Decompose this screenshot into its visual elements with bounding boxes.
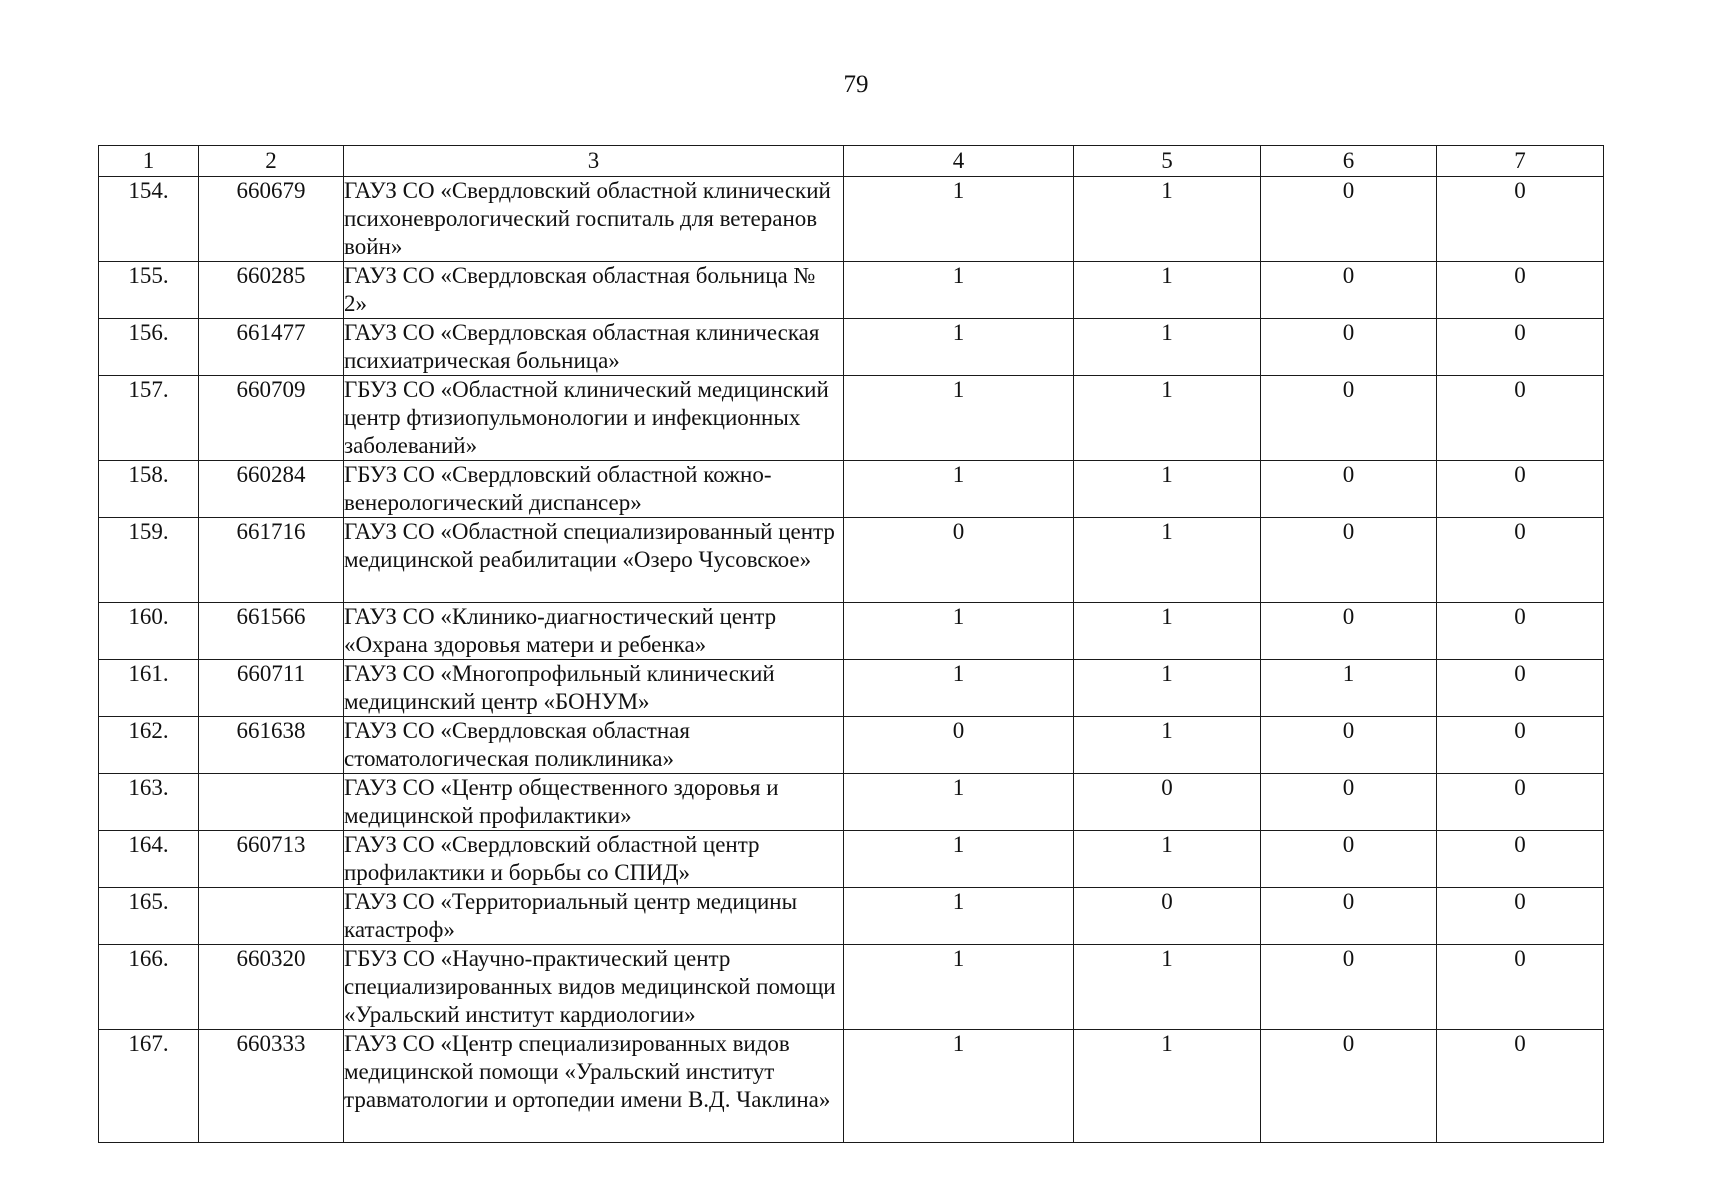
institution-code: 661566 bbox=[199, 603, 344, 660]
value-col-7: 0 bbox=[1437, 945, 1604, 1030]
row-number: 163. bbox=[99, 774, 199, 831]
value-col-7: 0 bbox=[1437, 660, 1604, 717]
institution-name: ГАУЗ СО «Областной специализированный центр медицинской реабилитации «Озеро Чусовское» bbox=[344, 518, 844, 603]
table-row bbox=[99, 774, 1604, 831]
row-number: 167. bbox=[99, 1030, 199, 1143]
table-row bbox=[99, 518, 1604, 603]
value-col-7: 0 bbox=[1437, 831, 1604, 888]
header-col-4: 4 bbox=[844, 146, 1074, 177]
table-header bbox=[99, 146, 1604, 177]
table-row bbox=[99, 461, 1604, 518]
institution-name: ГБУЗ СО «Научно-практический центр специализированных видов медицинской помощи «Уральский институт кардиологии» bbox=[344, 945, 844, 1030]
value-col-4: 1 bbox=[844, 1030, 1074, 1143]
row-number: 161. bbox=[99, 660, 199, 717]
table-row bbox=[99, 376, 1604, 461]
institution-code: 660713 bbox=[199, 831, 344, 888]
value-col-4: 0 bbox=[844, 518, 1074, 603]
header-row bbox=[99, 146, 1604, 177]
value-col-6: 0 bbox=[1261, 1030, 1437, 1143]
value-col-4: 1 bbox=[844, 376, 1074, 461]
value-col-7: 0 bbox=[1437, 319, 1604, 376]
institution-code: 661716 bbox=[199, 518, 344, 603]
institution-code: 660284 bbox=[199, 461, 344, 518]
value-col-5: 0 bbox=[1074, 888, 1261, 945]
institution-name: ГАУЗ СО «Свердловская областная клиническая психиатрическая больница» bbox=[344, 319, 844, 376]
header-col-5: 5 bbox=[1074, 146, 1261, 177]
institution-code: 660333 bbox=[199, 1030, 344, 1143]
header-col-6: 6 bbox=[1261, 146, 1437, 177]
table-body bbox=[99, 177, 1604, 1143]
row-number: 165. bbox=[99, 888, 199, 945]
value-col-4: 1 bbox=[844, 262, 1074, 319]
value-col-7: 0 bbox=[1437, 177, 1604, 262]
value-col-5: 1 bbox=[1074, 376, 1261, 461]
row-number: 159. bbox=[99, 518, 199, 603]
row-number: 158. bbox=[99, 461, 199, 518]
value-col-5: 1 bbox=[1074, 1030, 1261, 1143]
row-number: 162. bbox=[99, 717, 199, 774]
table-row bbox=[99, 603, 1604, 660]
institution-name: ГАУЗ СО «Свердловский областной клинический психоневрологический госпиталь для ветеранов войн» bbox=[344, 177, 844, 262]
institution-name: ГБУЗ СО «Свердловский областной кожно-венерологический диспансер» bbox=[344, 461, 844, 518]
institution-name: ГАУЗ СО «Свердловский областной центр профилактики и борьбы со СПИД» bbox=[344, 831, 844, 888]
value-col-4: 0 bbox=[844, 717, 1074, 774]
registry-table bbox=[98, 145, 1604, 1143]
row-number: 164. bbox=[99, 831, 199, 888]
institution-code: 660320 bbox=[199, 945, 344, 1030]
value-col-6: 0 bbox=[1261, 831, 1437, 888]
institution-name: ГБУЗ СО «Областной клинический медицинский центр фтизиопульмонологии и инфекционных заболеваний» bbox=[344, 376, 844, 461]
institution-code bbox=[199, 774, 344, 831]
value-col-4: 1 bbox=[844, 319, 1074, 376]
institution-name: ГАУЗ СО «Клинико-диагностический центр «Охрана здоровья матери и ребенка» bbox=[344, 603, 844, 660]
value-col-4: 1 bbox=[844, 660, 1074, 717]
header-col-7: 7 bbox=[1437, 146, 1604, 177]
institution-name: ГАУЗ СО «Многопрофильный клинический медицинский центр «БОНУМ» bbox=[344, 660, 844, 717]
table-row bbox=[99, 1030, 1604, 1143]
value-col-7: 0 bbox=[1437, 461, 1604, 518]
value-col-4: 1 bbox=[844, 774, 1074, 831]
header-col-2: 2 bbox=[199, 146, 344, 177]
institution-code: 660709 bbox=[199, 376, 344, 461]
value-col-4: 1 bbox=[844, 888, 1074, 945]
value-col-5: 1 bbox=[1074, 603, 1261, 660]
value-col-5: 1 bbox=[1074, 319, 1261, 376]
value-col-5: 1 bbox=[1074, 177, 1261, 262]
table-row bbox=[99, 177, 1604, 262]
row-number: 156. bbox=[99, 319, 199, 376]
header-col-1: 1 bbox=[99, 146, 199, 177]
row-number: 154. bbox=[99, 177, 199, 262]
table-row bbox=[99, 660, 1604, 717]
value-col-4: 1 bbox=[844, 177, 1074, 262]
institution-code: 660285 bbox=[199, 262, 344, 319]
header-col-3: 3 bbox=[344, 146, 844, 177]
value-col-7: 0 bbox=[1437, 262, 1604, 319]
value-col-6: 0 bbox=[1261, 461, 1437, 518]
value-col-6: 0 bbox=[1261, 177, 1437, 262]
value-col-6: 0 bbox=[1261, 376, 1437, 461]
value-col-4: 1 bbox=[844, 603, 1074, 660]
institution-code: 660711 bbox=[199, 660, 344, 717]
value-col-7: 0 bbox=[1437, 376, 1604, 461]
row-number: 166. bbox=[99, 945, 199, 1030]
value-col-7: 0 bbox=[1437, 774, 1604, 831]
value-col-7: 0 bbox=[1437, 518, 1604, 603]
institution-name: ГАУЗ СО «Территориальный центр медицины катастроф» bbox=[344, 888, 844, 945]
value-col-6: 0 bbox=[1261, 774, 1437, 831]
row-number: 155. bbox=[99, 262, 199, 319]
institution-code: 661477 bbox=[199, 319, 344, 376]
value-col-5: 1 bbox=[1074, 945, 1261, 1030]
value-col-5: 1 bbox=[1074, 831, 1261, 888]
table-row bbox=[99, 319, 1604, 376]
institution-code: 661638 bbox=[199, 717, 344, 774]
value-col-7: 0 bbox=[1437, 717, 1604, 774]
value-col-6: 0 bbox=[1261, 518, 1437, 603]
value-col-5: 1 bbox=[1074, 262, 1261, 319]
row-number: 157. bbox=[99, 376, 199, 461]
value-col-6: 0 bbox=[1261, 945, 1437, 1030]
value-col-5: 1 bbox=[1074, 518, 1261, 603]
value-col-7: 0 bbox=[1437, 1030, 1604, 1143]
page-number: 79 bbox=[843, 71, 869, 98]
table-row bbox=[99, 831, 1604, 888]
row-number: 160. bbox=[99, 603, 199, 660]
institution-name: ГАУЗ СО «Центр общественного здоровья и медицинской профилактики» bbox=[344, 774, 844, 831]
institution-name: ГАУЗ СО «Свердловская областная стоматологическая поликлиника» bbox=[344, 717, 844, 774]
table-row bbox=[99, 888, 1604, 945]
value-col-4: 1 bbox=[844, 461, 1074, 518]
value-col-7: 0 bbox=[1437, 888, 1604, 945]
value-col-6: 0 bbox=[1261, 717, 1437, 774]
value-col-6: 1 bbox=[1261, 660, 1437, 717]
value-col-5: 1 bbox=[1074, 660, 1261, 717]
value-col-5: 1 bbox=[1074, 461, 1261, 518]
institution-name: ГАУЗ СО «Центр специализированных видов медицинской помощи «Уральский институт травматологии и ортопедии имени В.Д. Чаклина» bbox=[344, 1030, 844, 1143]
value-col-6: 0 bbox=[1261, 319, 1437, 376]
institution-name: ГАУЗ СО «Свердловская областная больница № 2» bbox=[344, 262, 844, 319]
table-row bbox=[99, 262, 1604, 319]
value-col-4: 1 bbox=[844, 831, 1074, 888]
value-col-6: 0 bbox=[1261, 262, 1437, 319]
value-col-6: 0 bbox=[1261, 888, 1437, 945]
value-col-4: 1 bbox=[844, 945, 1074, 1030]
value-col-7: 0 bbox=[1437, 603, 1604, 660]
table-row bbox=[99, 717, 1604, 774]
value-col-6: 0 bbox=[1261, 603, 1437, 660]
institution-code: 660679 bbox=[199, 177, 344, 262]
table-row bbox=[99, 945, 1604, 1030]
value-col-5: 0 bbox=[1074, 774, 1261, 831]
institution-code bbox=[199, 888, 344, 945]
value-col-5: 1 bbox=[1074, 717, 1261, 774]
